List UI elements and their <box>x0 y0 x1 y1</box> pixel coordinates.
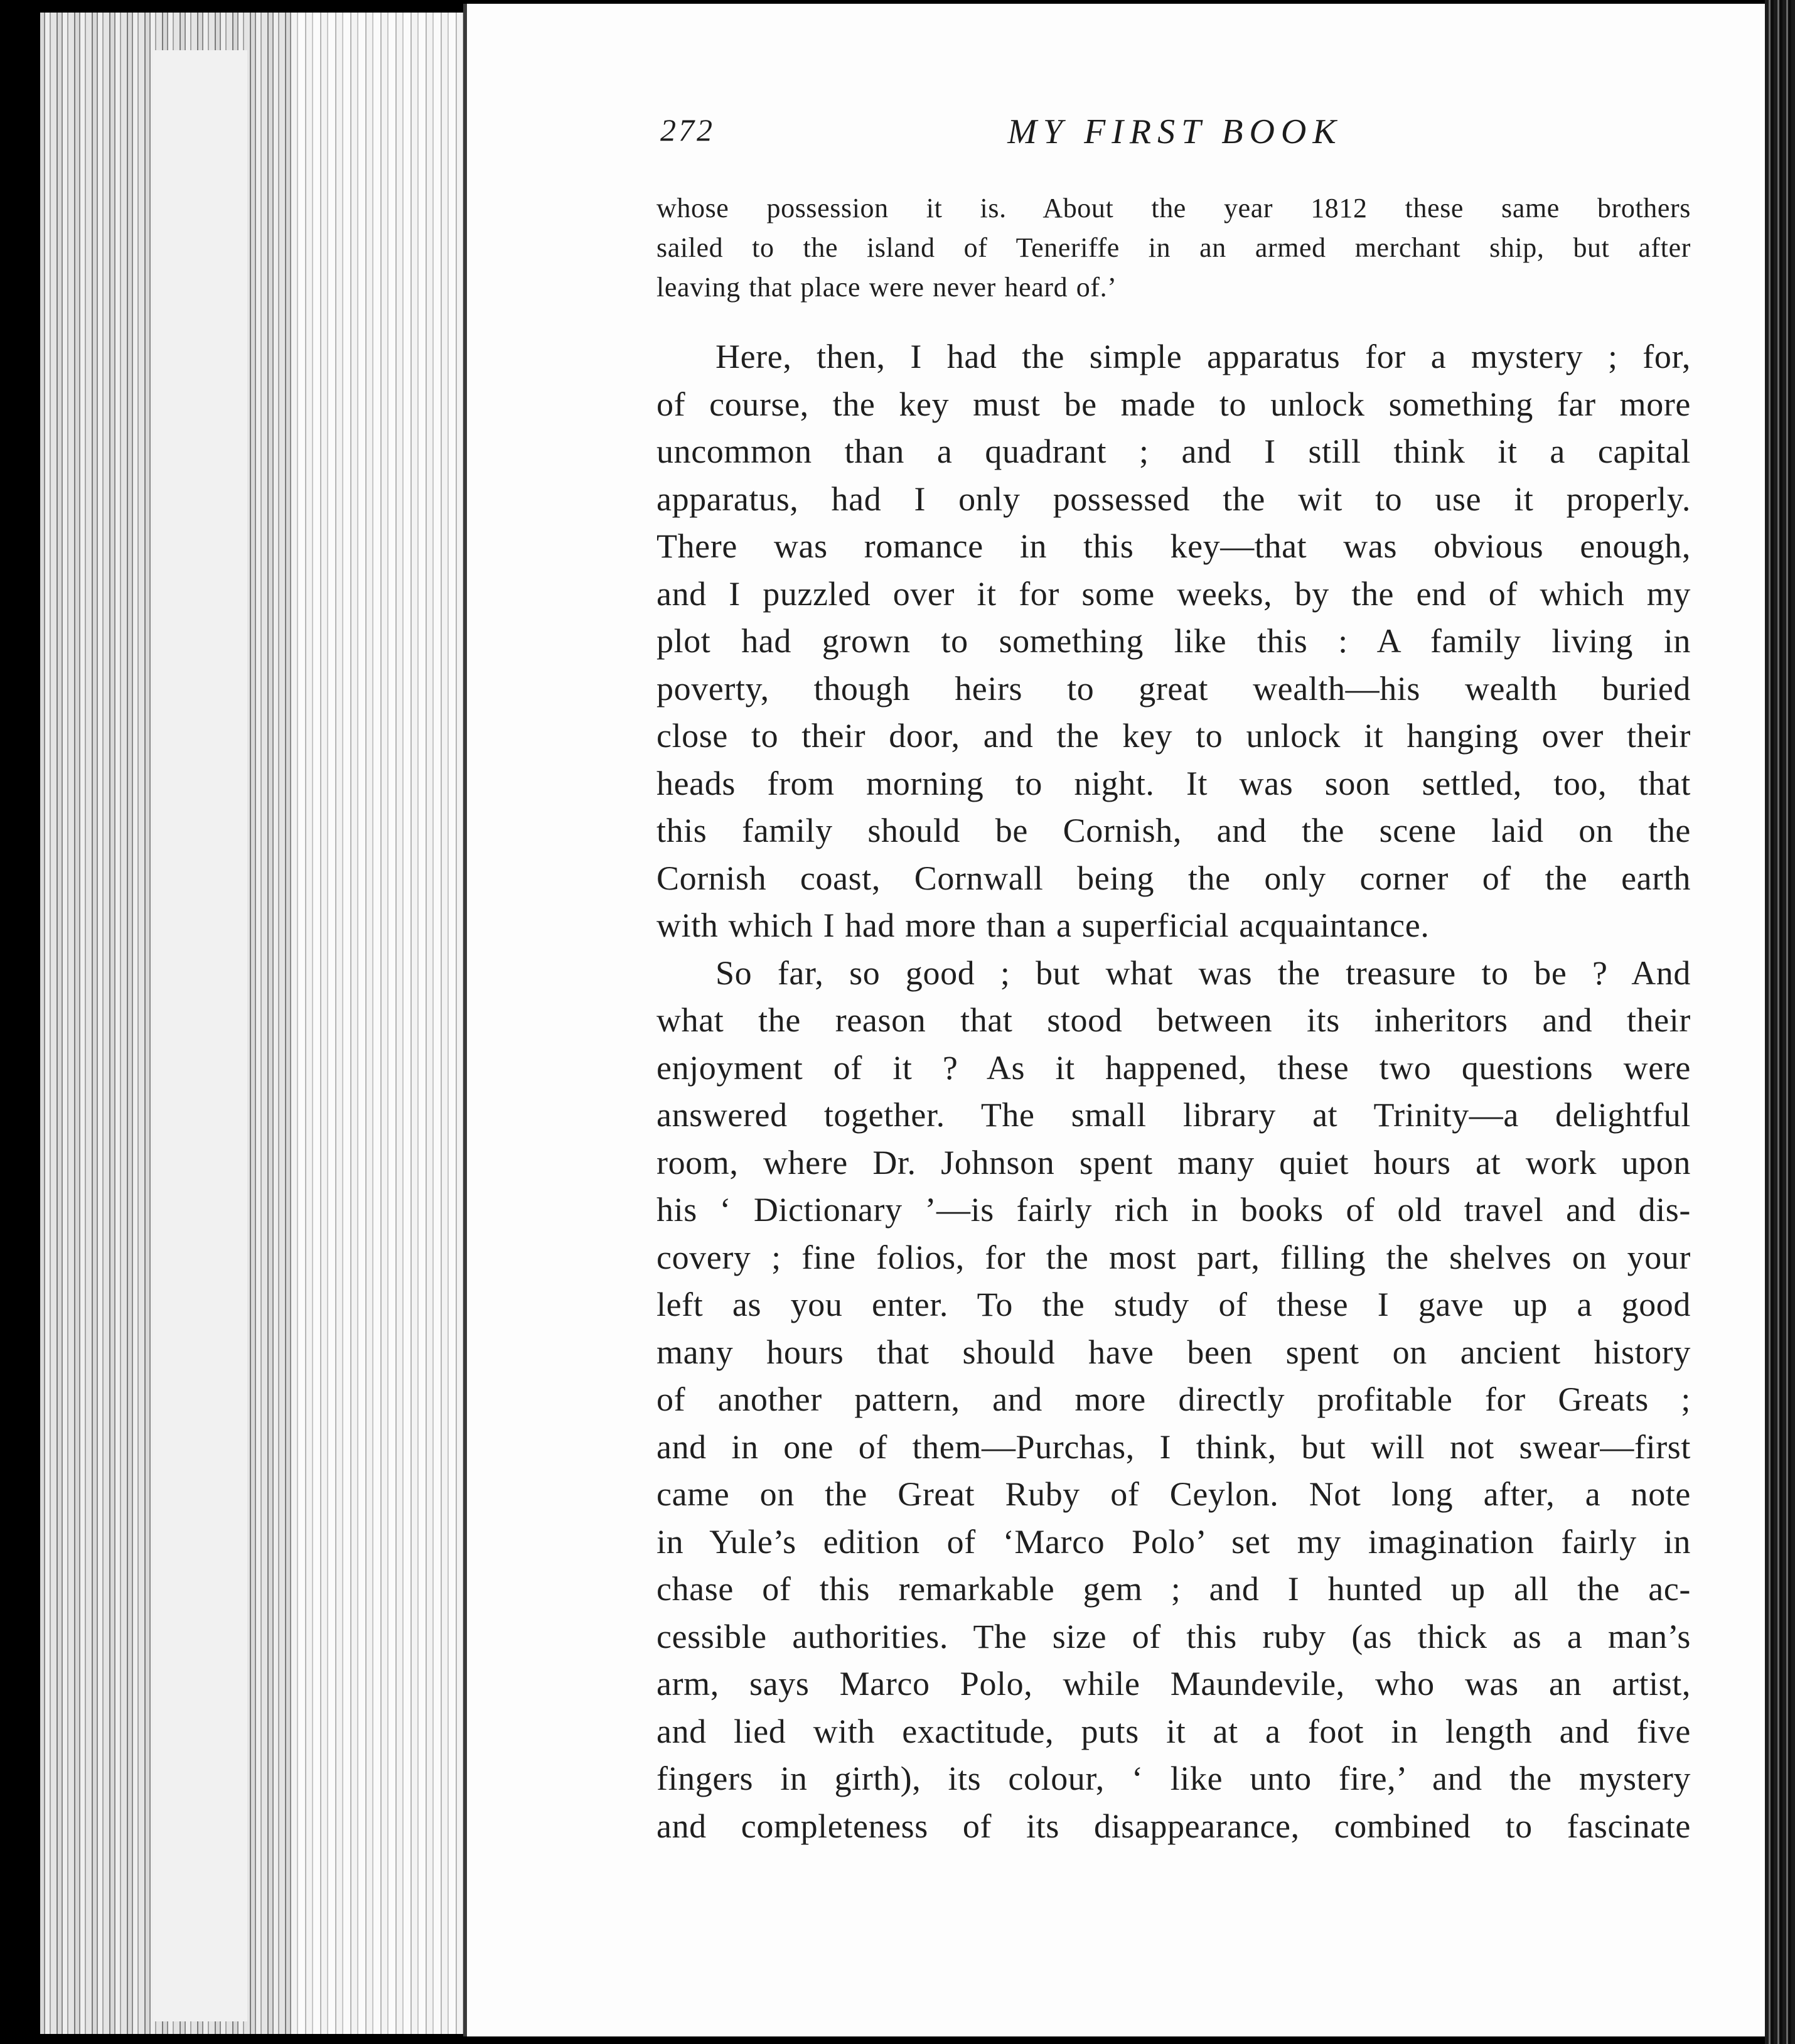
text-line: chase of this remarkable gem ; and I hunted up all the ac- <box>656 1570 1691 1608</box>
text-line: plot had grown to something like this : A family living in <box>656 622 1691 660</box>
text-line: answered together. The small library at Trinity—a delightful <box>656 1096 1691 1134</box>
text-line: leaving that place were never heard of.’ <box>656 272 1117 303</box>
text-line: what the reason that stood between its inheritors and their <box>656 1001 1691 1039</box>
page-body <box>656 188 1691 1850</box>
text-line: with which I had more than a superficial acquaintance. <box>656 906 1430 944</box>
text-line: and lied with exactitude, puts it at a foot in length and five <box>656 1712 1691 1750</box>
text-line: left as you enter. To the study of these I gave up a good <box>656 1286 1691 1323</box>
text-line: apparatus, had I only possessed the wit to use it properly. <box>656 480 1691 518</box>
page-edges-stack <box>40 13 467 2034</box>
text-line: and in one of them—Purchas, I think, but will not swear—first <box>656 1428 1691 1466</box>
text-line: cessible authorities. The size of this ruby (as thick as a man’s <box>656 1617 1691 1655</box>
text-line: enjoyment of it ? As it happened, these two questions were <box>656 1048 1691 1087</box>
text-line: fingers in girth), its colour, ‘ like unto fire,’ and the mystery <box>656 1760 1691 1797</box>
paragraph-2 <box>656 950 1691 1851</box>
page-number: 272 <box>660 112 715 148</box>
text-line: this family should be Cornish, and the scene laid on the <box>656 812 1691 849</box>
text-line: sailed to the island of Teneriffe in an armed merchant ship, but after <box>656 232 1691 263</box>
text-line: poverty, though heirs to great wealth—his wealth buried <box>656 669 1691 707</box>
text-line: arm, says Marco Polo, while Maundevile, who was an artist, <box>656 1665 1691 1702</box>
text-line: There was romance in this key—that was obvious enough, <box>656 527 1691 565</box>
text-line: Here, then, I had the simple apparatus for a mystery ; for, <box>715 338 1691 375</box>
text-line: Cornish coast, Cornwall being the only corner of the earth <box>656 859 1691 897</box>
right-page-edge <box>1765 0 1795 2044</box>
text-line: So far, so good ; but what was the treasure to be ? And <box>715 954 1691 992</box>
text-line: of course, the key must be made to unlock something far more <box>656 385 1691 423</box>
text-line: covery ; fine folios, for the most part, filling the shelves on your <box>656 1238 1691 1276</box>
book-title: MY FIRST BOOK <box>1007 112 1342 151</box>
text-line: and completeness of its disappearance, combined to fascinate <box>656 1807 1691 1845</box>
paragraph-1 <box>656 333 1691 950</box>
running-head <box>660 112 1690 162</box>
text-line: and I puzzled over it for some weeks, by the end of which my <box>656 574 1691 613</box>
text-line: many hours that should have been spent on ancient history <box>656 1333 1691 1371</box>
text-line: whose possession it is. About the year 1812 these same brothers <box>656 193 1691 223</box>
text-line: heads from morning to night. It was soon settled, too, that <box>656 764 1691 802</box>
text-line: came on the Great Ruby of Ceylon. Not long after, a note <box>656 1475 1691 1513</box>
quoted-passage <box>656 188 1691 307</box>
text-line: of another pattern, and more directly profitable for Greats ; <box>656 1380 1691 1418</box>
text-line: uncommon than a quadrant ; and I still think it a capital <box>656 433 1691 470</box>
text-line: room, where Dr. Johnson spent many quiet hours at work upon <box>656 1143 1691 1181</box>
text-line: in Yule’s edition of ‘Marco Polo’ set my imagination fairly in <box>656 1522 1691 1561</box>
page-edge-strip <box>153 50 247 2021</box>
text-line: close to their door, and the key to unlock it hanging over their <box>656 717 1691 755</box>
text-line: his ‘ Dictionary ’—is fairly rich in books of old travel and dis- <box>656 1191 1691 1229</box>
